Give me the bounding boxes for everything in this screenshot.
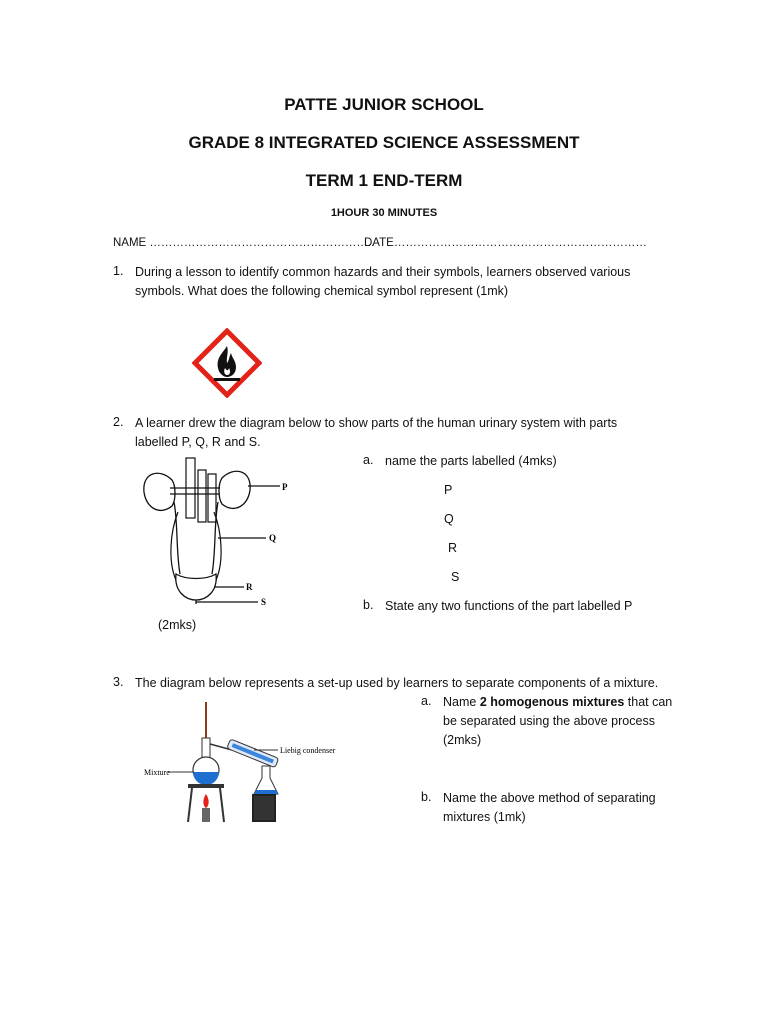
date-field[interactable]: DATE………………………………………………………… — [364, 237, 647, 249]
q3a-letter: a. — [421, 694, 432, 708]
q2b-text: State any two functions of the part labelled P — [385, 599, 633, 613]
answer-label-s[interactable]: S — [451, 570, 460, 584]
urinary-system-diagram — [130, 452, 300, 612]
q2-line2: labelled P, Q, R and S. — [135, 435, 261, 449]
diagram-label-q: Q — [269, 533, 277, 543]
q3b-letter: b. — [421, 790, 432, 804]
answer-label-p[interactable]: P — [444, 483, 453, 497]
q2a-text: name the parts labelled (4mks) — [385, 454, 557, 468]
q2-line1: A learner drew the diagram below to show parts of the human urinary system with parts — [135, 416, 618, 430]
exam-title: GRADE 8 INTEGRATED SCIENCE ASSESSMENT — [188, 133, 580, 152]
q3a-line2: be separated using the above process — [443, 714, 655, 728]
q2b-marks: (2mks) — [158, 618, 197, 632]
answer-label-r[interactable]: R — [448, 541, 458, 555]
q2b-letter: b. — [363, 598, 374, 612]
q1-line2: symbols. What does the following chemical symbol represent (1mk) — [135, 284, 509, 298]
q3a-line3: (2mks) — [443, 733, 482, 747]
answer-label-q[interactable]: Q — [444, 512, 454, 526]
name-field[interactable]: NAME ………………………………………………….. — [113, 237, 375, 249]
q3b-line2: mixtures (1mk) — [443, 810, 526, 824]
q3a-pre: Name — [443, 695, 480, 709]
diagram-label-s: S — [261, 597, 267, 607]
duration: 1HOUR 30 MINUTES — [330, 207, 438, 219]
q1-line1: During a lesson to identify common hazards and their symbols, learners observed various — [135, 265, 631, 279]
diagram-label-p: P — [282, 482, 288, 492]
q3b-line1: Name the above method of separating — [443, 791, 656, 805]
flammable-hazard-icon — [192, 328, 262, 398]
q3a-bold: 2 homogenous mixtures — [479, 695, 625, 709]
school-name: PATTE JUNIOR SCHOOL — [284, 95, 484, 114]
q3a-post: that can — [624, 695, 673, 709]
distillation-diagram — [136, 700, 340, 826]
q3a-line1 — [443, 693, 672, 712]
q1-number: 1. — [113, 264, 124, 278]
mixture-label: Mixture — [144, 768, 170, 777]
q3-number: 3. — [113, 675, 124, 689]
term-title: TERM 1 END-TERM — [305, 171, 463, 190]
q2a-letter: a. — [363, 453, 374, 467]
diagram-label-r: R — [246, 582, 253, 592]
q2-number: 2. — [113, 415, 124, 429]
q3-line1: The diagram below represents a set-up used by learners to separate components of a mixture. — [135, 676, 659, 690]
condenser-label: Liebig condenser — [280, 746, 336, 755]
